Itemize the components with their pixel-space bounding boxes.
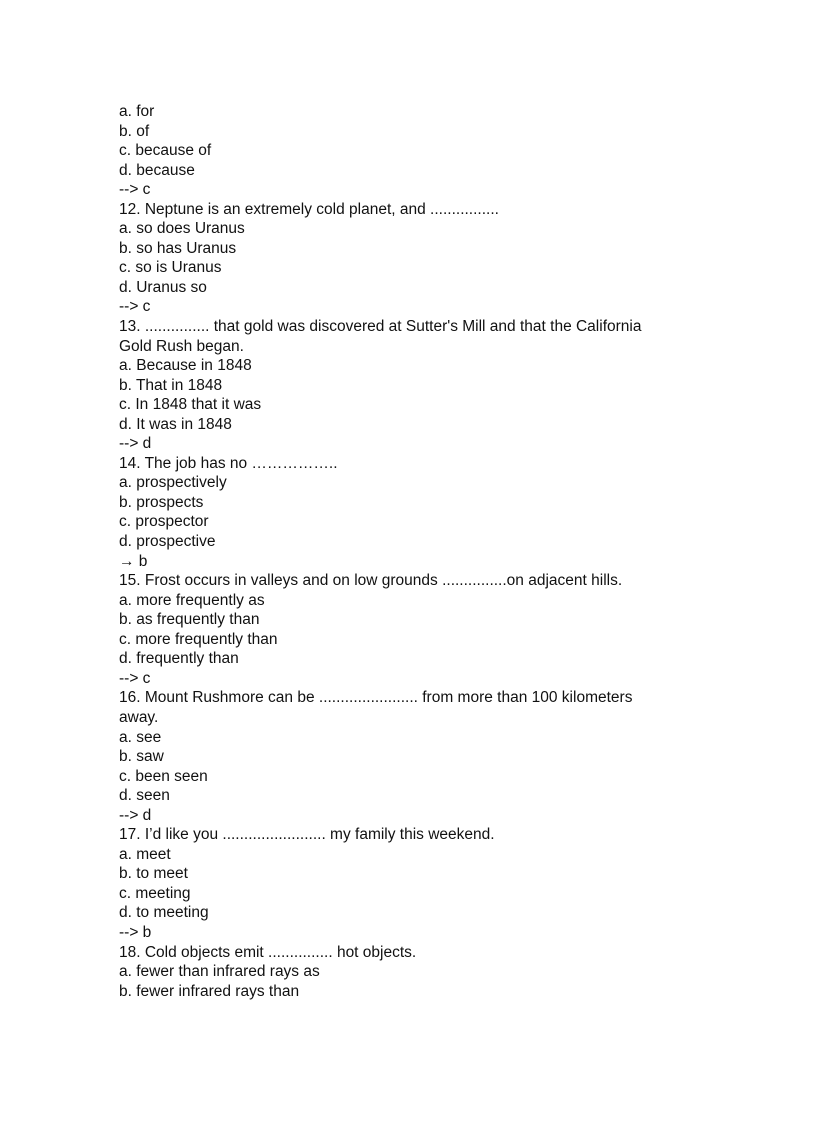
option-line: a. meet <box>119 845 171 863</box>
option-line: b. as frequently than <box>119 611 260 629</box>
answer-line: --> b <box>119 923 152 941</box>
option-line: d. because <box>119 161 195 179</box>
option-line: b. saw <box>119 748 164 766</box>
option-line: c. more frequently than <box>119 630 278 648</box>
answer-line: --> c <box>119 181 151 199</box>
answer-line: --> c <box>119 298 151 316</box>
option-line: c. because of <box>119 142 212 160</box>
question-line: Gold Rush began. <box>119 337 244 355</box>
option-line: d. prospective <box>119 533 216 551</box>
question-line: 12. Neptune is an extremely cold planet, and ................ <box>119 200 499 218</box>
question-line: 15. Frost occurs in valleys and on low grounds ...............on adjacent hills. <box>119 572 623 590</box>
option-line: b. of <box>119 122 150 140</box>
option-line: c. been seen <box>119 767 208 785</box>
question-line: 18. Cold objects emit ............... hot objects. <box>119 943 417 961</box>
option-line: d. It was in 1848 <box>119 415 232 433</box>
option-line: d. seen <box>119 787 170 805</box>
option-line: d. to meeting <box>119 904 209 922</box>
answer-line: --> d <box>119 806 152 824</box>
option-line: b. so has Uranus <box>119 239 237 257</box>
answer-line: --> c <box>119 669 151 687</box>
option-line: c. In 1848 that it was <box>119 396 262 414</box>
option-line: a. for <box>119 103 155 120</box>
option-line: d. Uranus so <box>119 278 207 296</box>
document-body <box>119 102 719 1001</box>
option-line: c. prospector <box>119 513 209 531</box>
option-line: a. see <box>119 728 162 746</box>
option-line: b. fewer infrared rays than <box>119 982 300 1000</box>
option-line: b. That in 1848 <box>119 376 223 394</box>
option-line: a. Because in 1848 <box>119 357 252 375</box>
question-line: 13. ............... that gold was discovered at Sutter's Mill and that the California <box>119 318 642 336</box>
option-line: a. more frequently as <box>119 591 265 609</box>
option-line: b. prospects <box>119 493 204 511</box>
question-line: 16. Mount Rushmore can be ....................... from more than 100 kilometers <box>119 689 633 707</box>
option-line: a. so does Uranus <box>119 220 245 238</box>
option-line: c. meeting <box>119 884 191 902</box>
option-line: c. so is Uranus <box>119 259 222 277</box>
question-line: 17. I’d like you ........................ my family this weekend. <box>119 826 495 844</box>
answer-line: → b <box>119 552 148 570</box>
option-line: d. frequently than <box>119 650 239 668</box>
option-line: b. to meet <box>119 865 188 883</box>
option-line: a. prospectively <box>119 474 227 492</box>
question-line: away. <box>119 708 159 726</box>
option-line: a. fewer than infrared rays as <box>119 963 320 981</box>
answer-line: --> d <box>119 435 152 453</box>
question-line: 14. The job has no …………….. <box>119 454 338 472</box>
